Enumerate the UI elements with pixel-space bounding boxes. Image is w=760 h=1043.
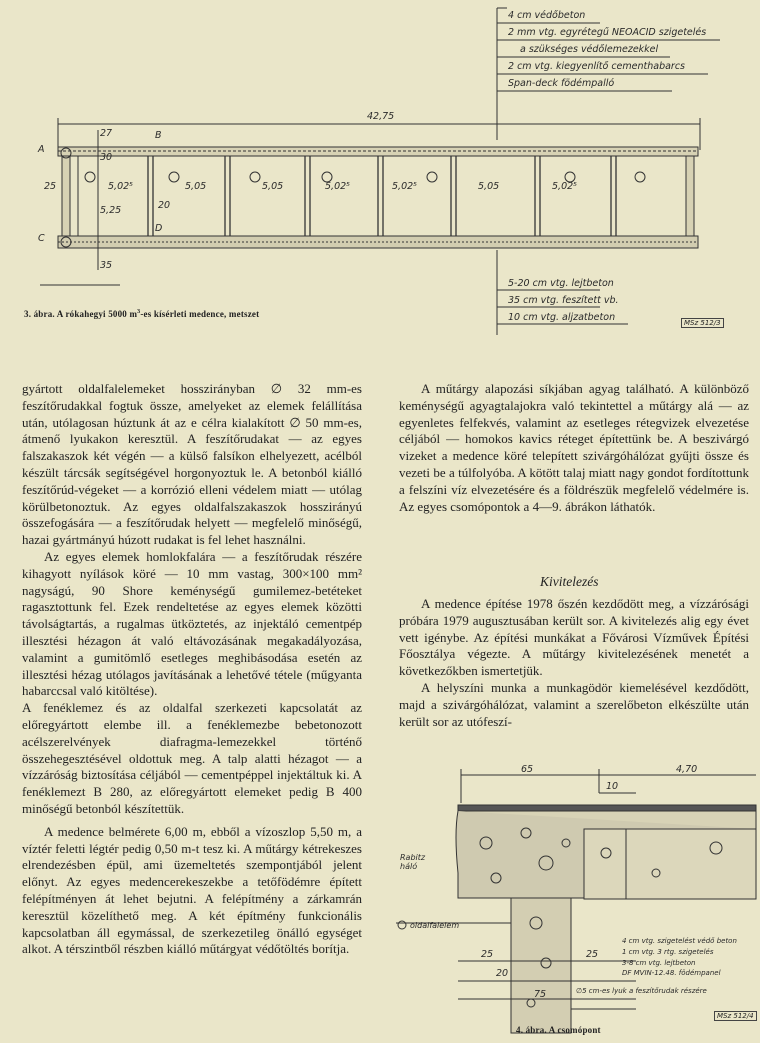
fig4-dim-10: 10 (606, 781, 619, 792)
top-layer-3: a szükséges védőlemezekkel (520, 44, 659, 55)
fig4-label-layer-3: 3-8 cm vtg. lejtbeton (622, 959, 696, 967)
figure-4-tag: MSz 512/4 (714, 1011, 757, 1021)
side-dim-525: 5,25 (100, 205, 122, 216)
side-dim-25: 25 (44, 181, 57, 192)
side-dim-27: 27 (100, 128, 113, 139)
right-paragraph-1: A műtárgy alapozási síkjában agyag található. A különböző keménységű agyagtalajokra való tekintettel a műtárgy alá — az egyenletes felfekvés, valamint az esetleges rétegvizek elvezetése céljából — homokos kavics réteget építettünk be. A beszivárgó vizeket a medence köré telepített szivárgóhálózat gyűjti össze és vezeti be a túlfolyóba. A kötött talaj miatt nagy gondot fordítottunk a felszíni víz elvezetésére és a földrészük megfelelő védelmére is. Az egyes csomópontok a 4—9. ábrákon láthatók. (399, 381, 749, 514)
bay-dim-3: 5,05 (262, 181, 284, 192)
bottom-layer-3: 10 cm vtg. aljzatbeton (508, 312, 616, 323)
bottom-layer-2: 35 cm vtg. feszített vb. (508, 295, 619, 306)
left-column (22, 381, 362, 958)
bay-dim-1: 5,02⁵ (108, 181, 133, 192)
fig4-label-layer-2: 1 cm vtg. 3 rtg. szigetelés (622, 948, 714, 956)
top-layer-5: Span-deck födémpalló (508, 78, 615, 89)
side-dim-20: 20 (158, 200, 171, 211)
figure-3-caption-text: 3. ábra. A rókahegyi 5000 m (24, 309, 138, 319)
figure-3-tag: MSz 512/3 (681, 318, 724, 328)
fig4-dim-470: 4,70 (676, 764, 698, 775)
figure-4-drawing (396, 763, 760, 1043)
top-layer-4: 2 cm vtg. kiegyenlítő cementhabarcs (508, 61, 686, 72)
point-D: D (155, 223, 163, 234)
right-paragraph-3: A helyszíni munka a munkagödör kiemelésével kezdődött, majd a szivárgóhálózat, valamint a szerelőbeton elkészülte után került sor az utófeszí- (399, 679, 749, 729)
fig4-label-oldalfal: oldalfalelem (410, 921, 460, 930)
figure-3-caption-tail: -es kísérleti medence, metszet (140, 309, 260, 319)
fig4-label-layer-4: DF MVIN-12.48. födémpanel (622, 969, 721, 977)
left-paragraph-4: A medence belmérete 6,00 m, ebből a vízoszlop 5,50 m, a víztér feletti légtér pedig 0,50 m-t tesz ki. A műtárgy kétrekeszes elrendezésben épül, ami üzemeltetés szempontjából jelent előnyt. Az egyes medencerekeszekbe a tetőfödémre épített felépítményen át lehet bejutni. A felépítmény a zárkamrán keresztül közelíthető meg. A két építmény funkcionális kapcsolatban áll egymással, de szerkezetileg önálló egységet alkot. A térszintből részben kiálló műtárgyat védőtöltés borítja. (22, 823, 362, 957)
figure-4-caption: 4. ábra. A csomópont (516, 1025, 601, 1035)
bay-dim-7: 5,02⁵ (552, 181, 577, 192)
side-dim-35: 35 (100, 260, 113, 271)
side-dim-30: 30 (100, 152, 113, 163)
right-column-bottom (399, 596, 749, 730)
point-C: C (38, 233, 45, 244)
fig4-label-layer-1: 4 cm vtg. szigetelést védő beton (622, 937, 737, 945)
top-layer-1: 4 cm védőbeton (508, 10, 586, 21)
bay-dim-2: 5,05 (185, 181, 207, 192)
left-paragraph-3: A fenéklemez és az oldalfal szerkezeti kapcsolatát az előregyártott elembe ill. a fenéklemezbe bebetonozott acélszerelvények diafragma-lemezekkel történő összehegesztésével oldottuk meg. A talp alatti hézagot — a vízzáróság biztosítása céljából — cementpéppel injektáltuk ki. A fenéklemezt B 280, az előregyártott elemeket pedig B 400 minőségű betonból készítettük. (22, 700, 362, 816)
fig4-dim-25b: 25 (586, 949, 599, 960)
figure-3 (0, 0, 760, 335)
section-heading: Kivitelezés (540, 574, 599, 589)
left-paragraph-2: Az egyes elemek homlokfalára — a feszítőrudak részére kihagyott nyílások köré — 10 mm vastag, 300×100 mm² nagyságú, 90 Shore keménységű gumilemez-betéteket ragasztottunk fel. Ezek rendeltetése az egyes elemek közötti távolságtartás, a rugalmas ütköztetés, az injektáló cementpép illesztési hézagon át való eltávozásának megakadályozása, valamint a gumitömlő esetleges meghibásodása esetén az illesztési hézag utólagos javításának a lehetővé tétele (műgyanta habarccsal való kitöltése). (22, 548, 362, 699)
point-B: B (155, 130, 162, 141)
fig4-label-rabitz: Rabitz háló (400, 853, 426, 871)
figure-3-caption-sup: 3 (137, 309, 141, 315)
left-paragraph-1: gyártott oldalfalelemeket hosszirányban ∅ 32 mm-es feszítőrudakkal fogtuk össze, amelyeket az elemek felállítása után, utólagosan húztunk át az e célra kialakított ∅ 50 mm-es, átmenő lyukakon keresztül. A feszítőrudakat — az egyes falszakaszok két végén — a külső falsíkon elhelyezett, acélból készült tárcsák segítségével horgonyoztuk le. A betonból kiálló feszítőrúd-végeket — a korrózió elleni védelem miatt — utólag körülbetonoztuk. Az egyes oldalfalszakaszok hosszirányú összefogására — a feszítőrudak helyett — megfelelő minőségű, hazai gyártmányú húzott rudakat is fel lehet használni. (22, 381, 362, 548)
bay-dim-4: 5,02⁵ (325, 181, 350, 192)
figure-4 (396, 763, 760, 1043)
span-dim: 42,75 (367, 111, 395, 122)
right-paragraph-2: A medence építése 1978 őszén kezdődött meg, a vízzárósági próbára 1979 augusztusában került sor. A kivitelezés alig egy évet vett igénybe. Az építési munkákat a Fővárosi Vízművek Építési Főosztálya végezte. A műtárgy kivitelezésének menetét a következőkben ismertetjük. (399, 596, 749, 679)
fig4-label-hole: ∅5 cm-es lyuk a feszítőrudak részére (576, 987, 707, 995)
fig4-dim-20: 20 (496, 968, 509, 979)
bay-dim-5: 5,02⁵ (392, 181, 417, 192)
figure-3-caption (24, 309, 259, 319)
point-A: A (38, 144, 45, 155)
bay-dim-6: 5,05 (478, 181, 500, 192)
fig4-dim-25a: 25 (481, 949, 494, 960)
fig4-dim-65: 65 (521, 764, 534, 775)
right-column-top (399, 381, 749, 515)
bottom-layer-1: 5-20 cm vtg. lejtbeton (508, 278, 614, 289)
fig4-dim-75: 75 (534, 989, 547, 1000)
top-layer-2: 2 mm vtg. egyrétegű NEOACID szigetelés (508, 27, 707, 38)
